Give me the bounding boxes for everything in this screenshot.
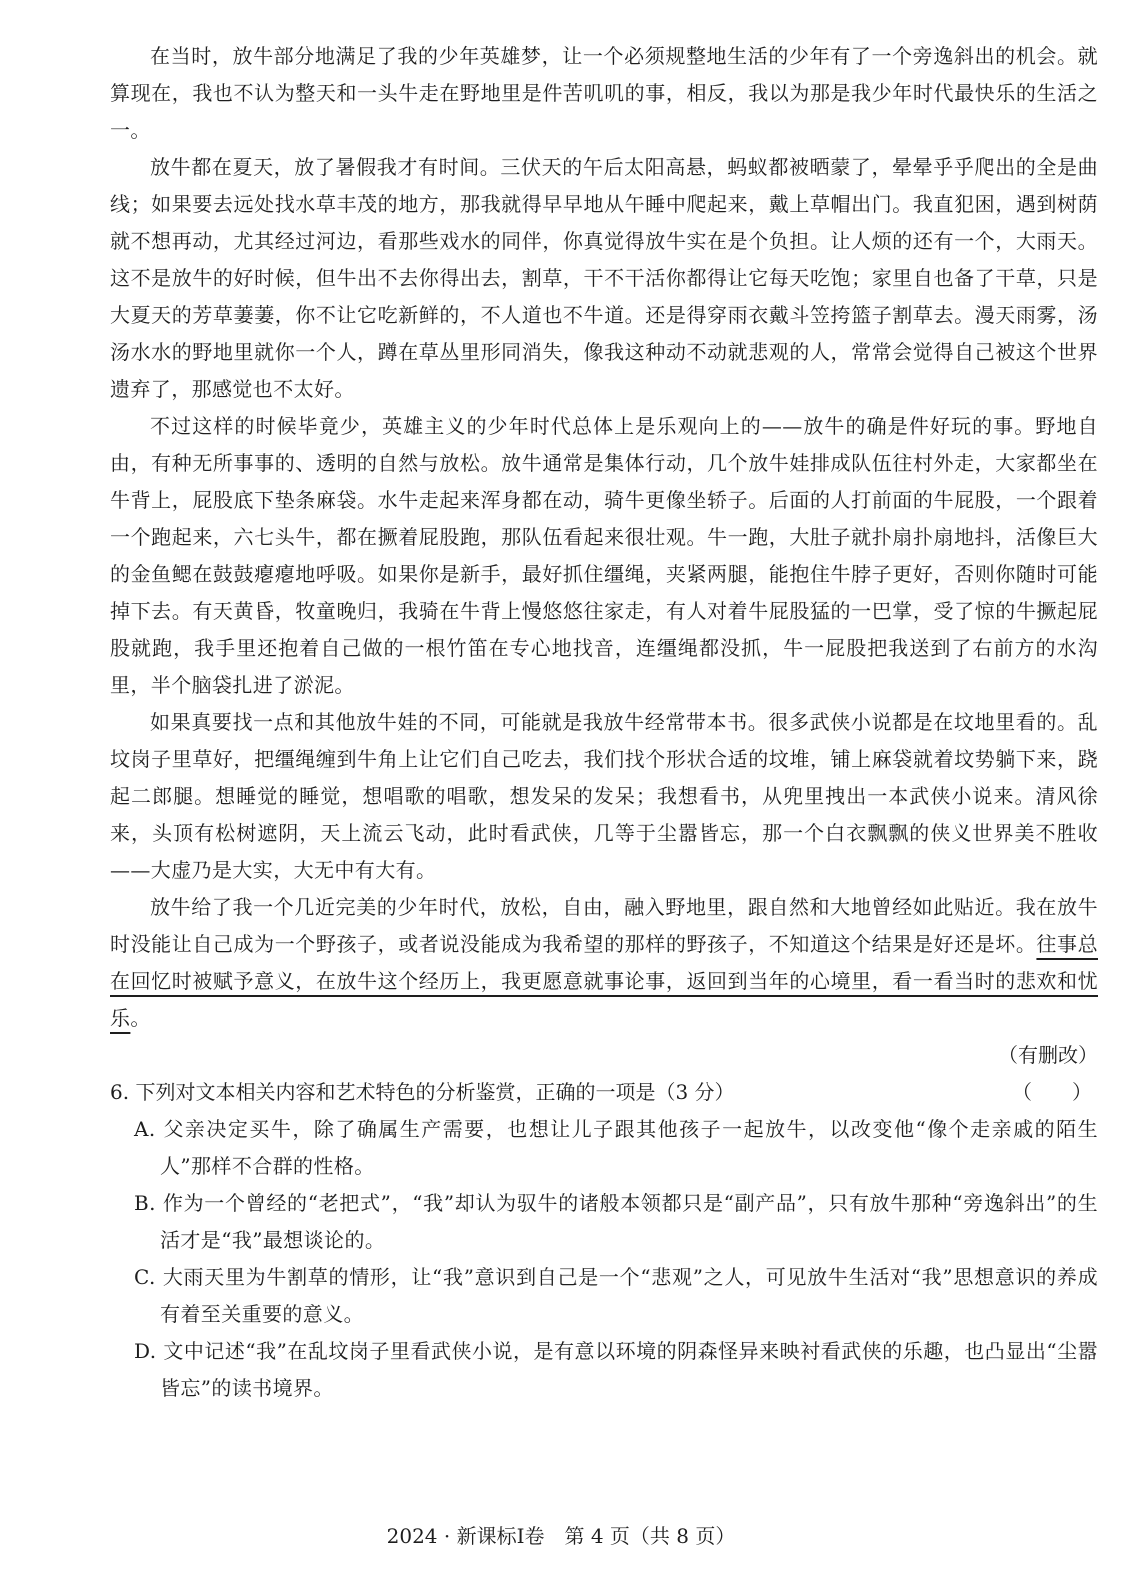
paragraph-5-end: 。 [130, 1006, 151, 1030]
option-b[interactable]: B. 作为一个曾经的“老把式”，“我”却认为驭牛的诸般本领都只是“副产品”，只有放牛那种“旁逸斜出”的生活才是“我”最想谈论的。 [134, 1191, 1098, 1252]
passage-paragraph-5 [110, 889, 1098, 1037]
reading-passage [110, 38, 1098, 1074]
passage-paragraph-4: 如果真要找一点和其他放牛娃的不同，可能就是我放牛经常带本书。很多武侠小说都是在坟地里看的。乱坟岗子里草好，把缰绳缠到牛角上让它们自己吃去，我们找个形状合适的坟堆，铺上麻袋就着坟势躺下来，跷起二郎腿。想睡觉的睡觉，想唱歌的唱歌，想发呆的发呆；我想看书，从兜里拽出一本武侠小说来。清风徐来，头顶有松树遮阴，天上流云飞动，此时看武侠，几等于尘嚣皆忘，那一个白衣飘飘的侠义世界美不胜收——大虚乃是大实，大无中有大有。 [110, 710, 1098, 882]
page-footer: 2024 · 新课标Ⅰ卷 第 4 页（共 8 页） [386, 1524, 736, 1548]
exam-page [110, 38, 1098, 1407]
option-d[interactable]: D. 文中记述“我”在乱坟岗子里看武侠小说，是有意以环境的阴森怪异来映衬看武侠的乐趣，也凸显出“尘嚣皆忘”的读书境界。 [134, 1339, 1098, 1400]
option-c[interactable]: C. 大雨天里为牛割草的情形，让“我”意识到自己是一个“悲观”之人，可见放牛生活对“我”思想意识的养成有着至关重要的意义。 [134, 1265, 1098, 1326]
underlined-sentence: 往事总在回忆时被赋予意义，在放牛这个经历上，我更愿意就事论事，返回到当年的心境里，看一看当时的悲欢和忧乐 [110, 932, 1098, 1030]
passage-paragraph-3: 不过这样的时候毕竟少，英雄主义的少年时代总体上是乐观向上的——放牛的确是件好玩的事。野地自由，有种无所事事的、透明的自然与放松。放牛通常是集体行动，几个放牛娃排成队伍往村外走，大家都坐在牛背上，屁股底下垫条麻袋。水牛走起来浑身都在动，骑牛更像坐轿子。后面的人打前面的牛屁股，一个跟着一个跑起来，六七头牛，都在撅着屁股跑，那队伍看起来很壮观。牛一跑，大肚子就扑扇扑扇地抖，活像巨大的金鱼鳃在鼓鼓瘪瘪地呼吸。如果你是新手，最好抓住缰绳，夹紧两腿，能抱住牛脖子更好，否则你随时可能掉下去。有天黄昏，牧童晚归，我骑在牛背上慢悠悠往家走，有人对着牛屁股猛的一巴掌，受了惊的牛撅起屁股就跑，我手里还抱着自己做的一根竹笛在专心地找音，连缰绳都没抓，牛一屁股把我送到了右前方的水沟里，半个脑袋扎进了淤泥。 [110, 414, 1098, 697]
option-a[interactable]: A. 父亲决定买牛，除了确属生产需要，也想让儿子跟其他孩子一起放牛，以改变他“像个走亲戚的陌生人”那样不合群的性格。 [134, 1117, 1098, 1178]
paragraph-5-text: 放牛给了我一个几近完美的少年时代，放松，自由，融入野地里，跟自然和大地曾经如此贴近。我在放牛时没能让自己成为一个野孩子，或者说没能成为我希望的那样的野孩子，不知道这个结果是好还是坏。 [110, 895, 1098, 956]
edit-note: （有删改） [998, 1043, 1098, 1067]
question-stem-text: 6. 下列对文本相关内容和艺术特色的分析鉴赏，正确的一项是（3 分） [110, 1080, 735, 1104]
passage-paragraph-1: 在当时，放牛部分地满足了我的少年英雄梦，让一个必须规整地生活的少年有了一个旁逸斜出的机会。就算现在，我也不认为整天和一头牛走在野地里是件苦叽叽的事，相反，我以为那是我少年时代最快乐的生活之一。 [110, 44, 1098, 142]
answer-blank[interactable]: （ ） [1012, 1080, 1092, 1104]
passage-paragraph-2: 放牛都在夏天，放了暑假我才有时间。三伏天的午后太阳高悬，蚂蚁都被晒蒙了，晕晕乎乎爬出的全是曲线；如果要去远处找水草丰茂的地方，那我就得早早地从午睡中爬起来，戴上草帽出门。我直犯困，遇到树荫就不想再动，尤其经过河边，看那些戏水的同伴，你真觉得放牛实在是个负担。让人烦的还有一个，大雨天。这不是放牛的好时候，但牛出不去你得出去，割草，干不干活你都得让它每天吃饱；家里自也备了干草，只是大夏天的芳草萋萋，你不让它吃新鲜的，不人道也不牛道。还是得穿雨衣戴斗笠挎篮子割草去。漫天雨雾，汤汤水水的野地里就你一个人，蹲在草丛里形同消失，像我这种动不动就悲观的人，常常会觉得自己被这个世界遗弃了，那感觉也不太好。 [110, 155, 1098, 401]
question-stem [110, 1074, 1098, 1111]
question-6 [110, 1074, 1098, 1407]
